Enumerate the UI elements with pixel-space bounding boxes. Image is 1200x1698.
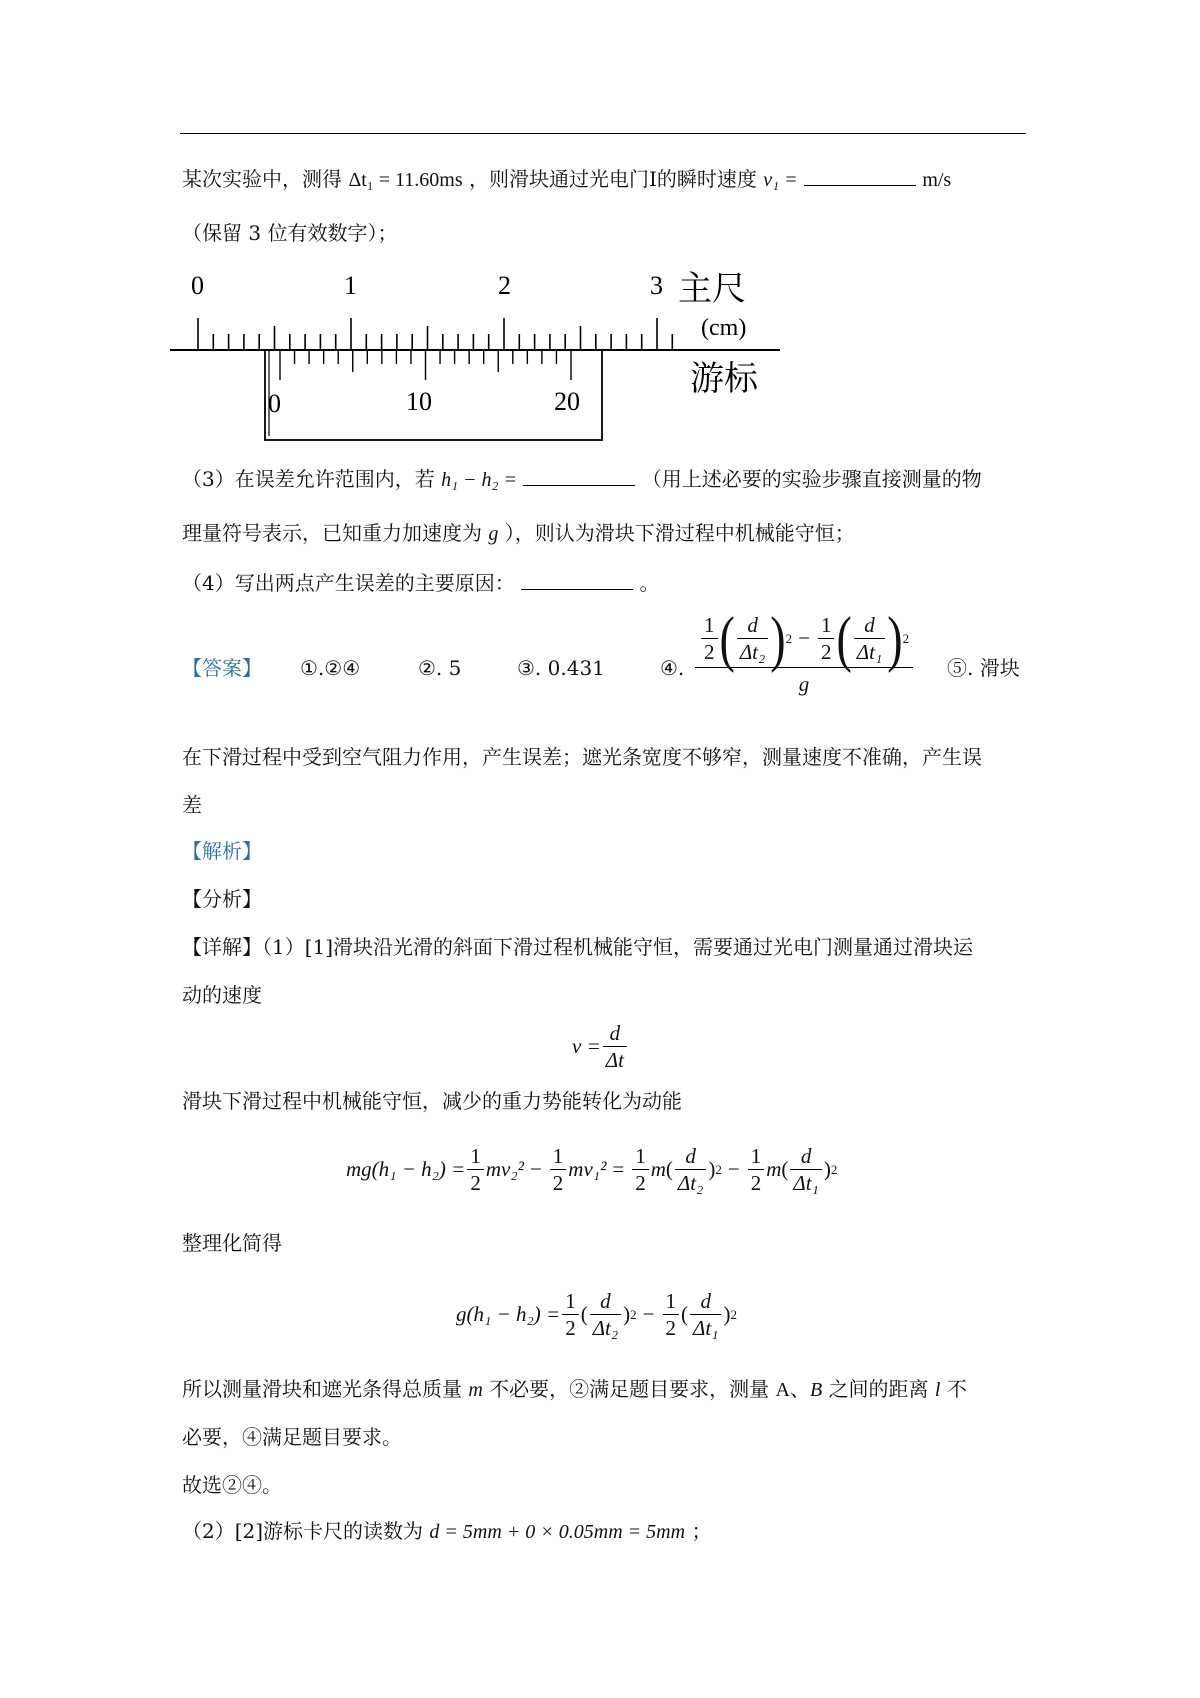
detail-line-3: 整理化简得 <box>182 1231 282 1255</box>
num: d <box>690 1288 721 1315</box>
answer-4-label: ④. <box>660 656 685 680</box>
velocity-formula <box>572 1020 629 1073</box>
den: 2 <box>750 1171 762 1195</box>
num: 1 <box>748 1143 765 1170</box>
half-fraction <box>818 612 835 665</box>
delta-t1-value: Δt₁ = 11.60ms <box>348 169 463 191</box>
vernier-label-0: 0 <box>268 389 281 418</box>
d-over-dt2 <box>737 612 768 665</box>
d-over-dt1 <box>790 1143 821 1196</box>
vernier-caliper-figure <box>170 268 790 448</box>
text-segment: ； <box>691 1519 712 1543</box>
answer-4-formula <box>695 603 913 697</box>
main-label-2: 2 <box>498 271 511 300</box>
top-rule <box>180 133 1026 134</box>
l-symbol: l <box>934 1379 941 1401</box>
text-segment: 不必要，②满足题目要求，测量 <box>489 1377 770 1401</box>
num: d <box>854 612 885 639</box>
num: 1 <box>701 612 718 639</box>
detail-line-5: 必要，④满足题目要求。 <box>182 1425 402 1449</box>
vernier-name: 游标 <box>690 359 758 399</box>
num: d <box>603 1020 627 1047</box>
mv2-term: mv₂² <box>485 1157 524 1181</box>
answer-blank <box>804 167 916 186</box>
answer-4-numerator <box>695 603 913 673</box>
question-4-line <box>182 570 659 596</box>
v-eq: v = <box>572 1034 601 1058</box>
text-segment: 所以测量滑块和遮光条得总质量 <box>182 1377 462 1401</box>
text-segment: （2）[2]游标卡尺的读数为 <box>182 1519 424 1543</box>
fenxi-tag: 【分析】 <box>182 887 262 911</box>
d-over-dt1 <box>854 612 885 665</box>
energy-equation: mg(h₁ − h₂) = $\frac{1}{2}$ mv₂² − $\frac{1}{2}$ mv₁² = $\frac{1}{2}$ m ( $\frac{d}{\text{Δt₂}}$ ) 2 − $\frac{1}{2}$ m ( $\frac{d}{\text{Δt₁}}$ ) 2 <box>346 1144 838 1195</box>
answer-line <box>182 655 262 681</box>
den: 2 <box>665 1316 676 1340</box>
half-fraction <box>467 1143 484 1196</box>
detail-line-1b: 动的速度 <box>182 983 262 1007</box>
den: 2 <box>470 1171 481 1195</box>
answer-1: ①.②④ <box>300 656 361 680</box>
exponent: 2 <box>730 1306 737 1322</box>
left-paren-icon: ( <box>719 603 735 673</box>
h-difference: h₁ − h₂ = <box>441 469 517 491</box>
den: 2 <box>635 1171 646 1195</box>
main-scale-unit: (cm) <box>701 315 747 341</box>
text-segment: ），则认为滑块下滑过程中机械能守恒； <box>504 521 855 545</box>
separator: 、 <box>789 1377 810 1401</box>
minus-sign: − <box>798 626 810 650</box>
den: Δt₁ <box>693 1316 719 1340</box>
detail-line-1 <box>182 934 973 960</box>
half-fraction <box>663 1288 680 1341</box>
left-paren-icon: ( <box>836 603 852 673</box>
m-symbol: m <box>468 1379 483 1401</box>
question-line-sigfig: （保留 3 位有效数字）； <box>182 221 398 245</box>
point-a-symbol: A <box>775 1379 790 1401</box>
detail-line-7 <box>182 1518 711 1545</box>
exponent: 2 <box>830 1161 838 1177</box>
v1-symbol: v₁ = <box>763 169 798 191</box>
den: Δt₂ <box>592 1316 619 1340</box>
minus-sign: − <box>529 1157 542 1181</box>
den: Δt₁ <box>793 1171 819 1195</box>
den: 2 <box>565 1316 576 1340</box>
d-over-dt2 <box>590 1288 621 1341</box>
minus-sign: − <box>727 1157 740 1181</box>
d-over-dt2 <box>675 1143 706 1196</box>
main-label-3: 3 <box>650 271 663 300</box>
main-label-0: 0 <box>191 271 204 300</box>
question-3-line1 <box>182 466 982 493</box>
answer-4-denominator: g <box>798 672 810 696</box>
answer-5: ⑤. 滑块 <box>947 656 1020 680</box>
d-over-dt1 <box>690 1288 721 1341</box>
g-symbol: g <box>488 523 499 545</box>
answer-blank <box>523 467 635 486</box>
question-line-velocity <box>182 166 951 193</box>
answer-5-continued: 在下滑过程中受到空气阻力作用，产生误差；遮光条宽度不够窄，测量速度不准确，产生误 <box>182 745 982 769</box>
num: d <box>737 612 768 639</box>
analysis-tag: 【解析】 <box>182 839 262 863</box>
num: d <box>590 1288 621 1315</box>
num: 1 <box>467 1143 484 1170</box>
den: 2 <box>820 640 832 664</box>
text-segment: （3）在误差允许范围内，若 <box>182 467 435 491</box>
half-fraction <box>550 1143 567 1196</box>
den: 2 <box>552 1171 564 1195</box>
text-segment: ，则滑块通过光电门Ⅰ的瞬时速度 <box>469 167 757 191</box>
lhs: g(h₁ − h₂) = <box>456 1302 561 1326</box>
num: 1 <box>818 612 835 639</box>
half-fraction <box>562 1288 579 1341</box>
unit-ms: m/s <box>922 169 952 191</box>
d-over-dt <box>603 1020 627 1073</box>
num: 1 <box>632 1143 649 1170</box>
right-paren-icon: ) <box>770 603 786 673</box>
text-segment: 。 <box>639 571 660 595</box>
vernier-label-10: 10 <box>406 387 432 416</box>
num: 1 <box>550 1143 567 1170</box>
den: Δt₂ <box>677 1171 704 1195</box>
den: Δt₁ <box>856 640 883 664</box>
main-scale-name: 主尺 <box>678 269 746 309</box>
num: 1 <box>562 1288 579 1315</box>
vernier-frame <box>265 350 602 440</box>
m-symbol: m <box>650 1157 666 1181</box>
den: Δt₂ <box>739 640 766 664</box>
text-segment: 不 <box>946 1377 967 1401</box>
vernier-label-20: 20 <box>554 387 580 416</box>
num: d <box>790 1143 821 1170</box>
half-fraction <box>701 612 718 665</box>
text-segment: （用上述必要的实验步骤直接测量的物 <box>641 467 982 491</box>
text-segment: 理量符号表示，已知重力加速度为 <box>182 521 482 545</box>
vernier-reading-equation: d = 5mm + 0 × 0.05mm = 5mm <box>429 1521 686 1543</box>
detail-line-2: 滑块下滑过程中机械能守恒，减少的重力势能转化为动能 <box>182 1089 682 1113</box>
answer-5-continued-2: 差 <box>182 793 202 817</box>
detail-tag: 【详解】 <box>182 935 262 959</box>
equals-sign: = <box>612 1157 625 1181</box>
text-segment: 之间的距离 <box>828 1377 929 1401</box>
answer-tag: 【答案】 <box>182 656 262 680</box>
exponent: 2 <box>715 1161 722 1177</box>
detail-line-4 <box>182 1376 967 1403</box>
den: Δt <box>605 1048 624 1072</box>
half-fraction <box>632 1143 649 1196</box>
half-fraction <box>748 1143 765 1196</box>
text-segment: （4）写出两点产生误差的主要原因： <box>182 571 515 595</box>
detail-line-6: 故选②④。 <box>182 1473 282 1497</box>
simplified-equation: g(h₁ − h₂) = $\frac{1}{2}$ ( $\frac{d}{\text{Δt₂}}$ ) 2 − $\frac{1}{2}$ ( $\frac{d}{\text{Δt₁}}$ ) 2 <box>456 1289 737 1340</box>
num: 1 <box>663 1288 680 1315</box>
mv1-term: mv₁² <box>568 1157 607 1181</box>
answer-3: ③. 0.431 <box>517 656 605 680</box>
question-3-line2 <box>182 520 855 547</box>
exponent: 2 <box>630 1306 637 1322</box>
lhs: mg(h₁ − h₂) = <box>346 1157 466 1181</box>
num: d <box>675 1143 706 1170</box>
answer-blank <box>521 571 633 590</box>
den: 2 <box>704 640 715 664</box>
main-label-1: 1 <box>344 271 357 300</box>
minus-sign: − <box>642 1302 655 1326</box>
text-segment: （1）[1]滑块沿光滑的斜面下滑过程机械能守恒，需要通过光电门测量通过滑块运 <box>262 935 974 959</box>
exponent: 2 <box>785 630 793 646</box>
right-paren-icon: ) <box>887 603 903 673</box>
answer-2: ②. 5 <box>418 656 462 680</box>
exponent: 2 <box>902 630 910 646</box>
point-b-symbol: B <box>809 1379 823 1401</box>
text-segment: 某次实验中，测得 <box>182 167 342 191</box>
m-symbol: m <box>766 1157 782 1181</box>
